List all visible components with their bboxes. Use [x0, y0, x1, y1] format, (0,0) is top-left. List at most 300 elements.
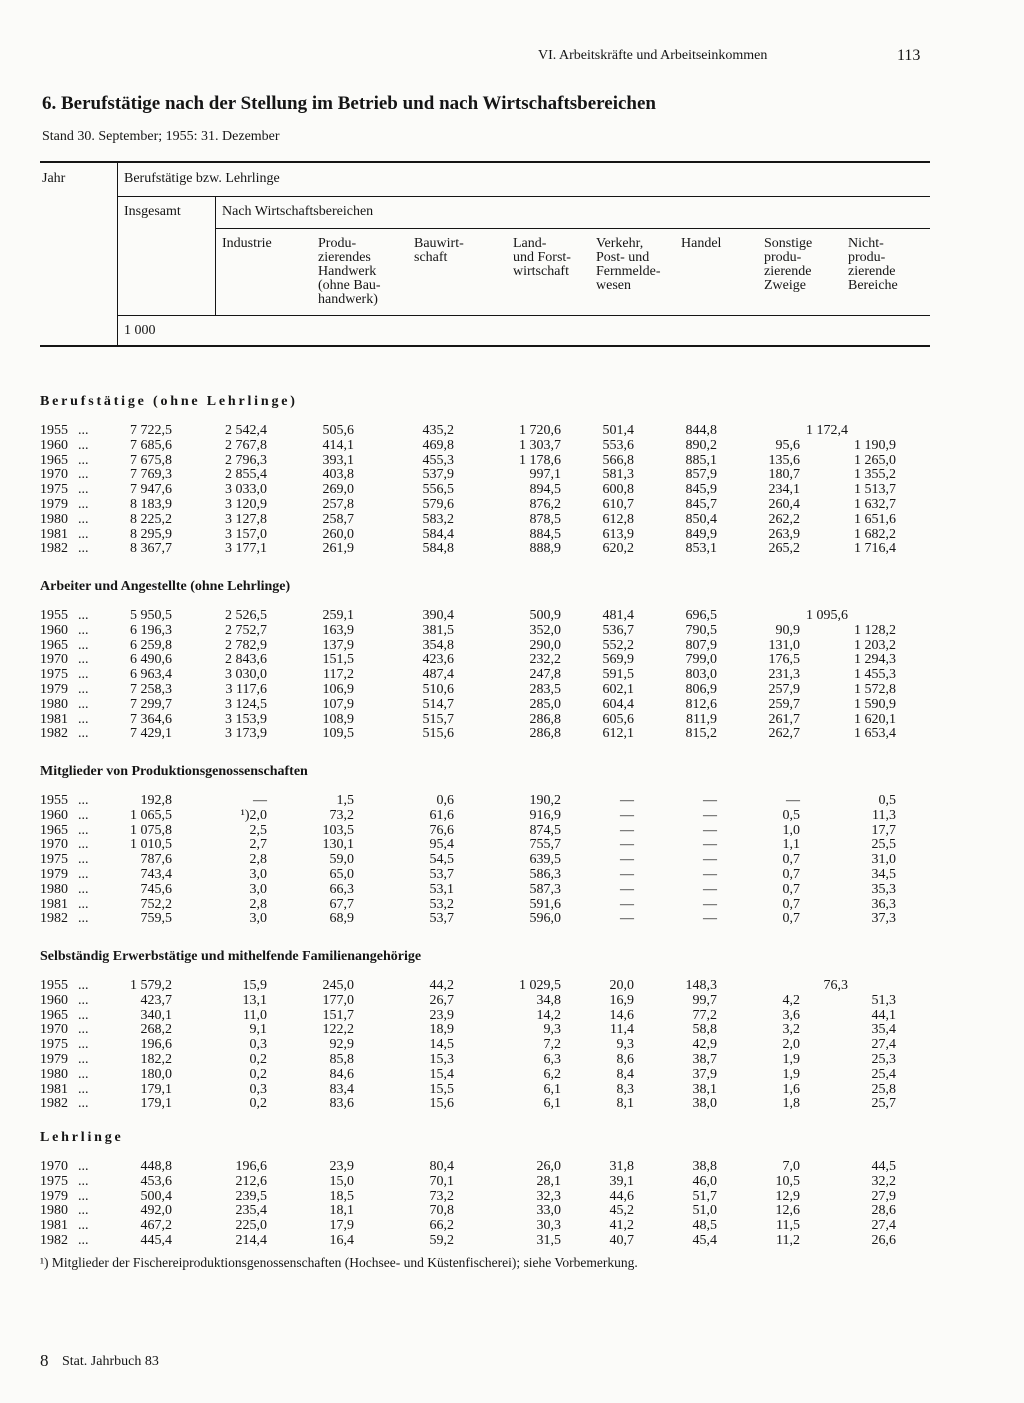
cell-year: 1975: [40, 667, 68, 683]
cell-year: 1970: [40, 1159, 68, 1174]
cell-year: 1955: [40, 793, 68, 808]
cell-insgesamt: 745,6: [140, 881, 172, 897]
cell-nicht-produzierende: 27,9: [871, 1188, 896, 1204]
cell-insgesamt: 192,8: [140, 793, 172, 808]
cell-bauwirtschaft: 455,3: [422, 452, 454, 468]
cell-sonstige: 0,5: [782, 807, 800, 823]
cell-nicht-produzierende: 51,3: [871, 992, 896, 1008]
cell-year: 1981: [40, 896, 68, 912]
cell-bauwirtschaft: 510,6: [422, 682, 454, 697]
cell-handel: 890,2: [685, 437, 717, 453]
cell-nicht-produzierende: 36,3: [871, 896, 896, 912]
cell-sonstige: 261,7: [768, 711, 800, 727]
cell-land-forst: 884,5: [529, 526, 561, 542]
cell-insgesamt: 8 295,9: [130, 526, 172, 542]
cell-handwerk: 117,2: [323, 667, 354, 683]
cell-nicht-produzierende: 44,1: [871, 1007, 896, 1023]
cell-nicht-produzierende: 27,4: [871, 1037, 896, 1053]
section-title: Berufstätige (ohne Lehrlinge): [40, 394, 298, 409]
cell-year: 1955: [40, 978, 68, 993]
cell-nicht-produzierende: 1 190,9: [854, 437, 896, 453]
page-number: 113: [897, 47, 921, 64]
cell-nicht-produzierende: 32,2: [871, 1173, 896, 1189]
cell-nicht-produzierende: 28,6: [871, 1203, 896, 1219]
cell-handel: —: [703, 793, 717, 808]
cell-year: 1965: [40, 452, 68, 468]
cell-insgesamt: 492,0: [140, 1203, 172, 1219]
cell-sonstige: 12,9: [775, 1188, 800, 1204]
cell-sonstige: 260,4: [768, 497, 800, 512]
cell-handwerk: 414,1: [322, 437, 354, 453]
cell-sonstige: 259,7: [768, 696, 800, 712]
cell-nicht-produzierende: 0,5: [878, 793, 896, 808]
cell-land-forst: 286,8: [529, 711, 561, 727]
cell-land-forst: 190,2: [529, 793, 561, 808]
cell-sonstige: 131,0: [768, 637, 800, 653]
cell-land-forst: 30,3: [536, 1218, 561, 1234]
cell-insgesamt: 448,8: [140, 1159, 172, 1174]
cell-sonstige-und-nicht-produzierende: 1 095,6: [806, 608, 848, 623]
cell-industrie: 2 843,6: [225, 652, 267, 668]
row-leader-dots: ...: [78, 896, 89, 912]
col-header-line: zierendes: [318, 250, 371, 265]
cell-verkehr: 31,8: [609, 1159, 634, 1174]
cell-year: 1955: [40, 423, 68, 438]
cell-year: 1981: [40, 1081, 68, 1097]
cell-verkehr: 501,4: [602, 423, 634, 438]
cell-verkehr: —: [620, 807, 634, 823]
table-row: [0, 468, 1024, 482]
col-header-nicht-produzierende: [848, 237, 898, 293]
cell-sonstige-und-nicht-produzierende: 76,3: [823, 978, 848, 993]
row-leader-dots: ...: [78, 1007, 89, 1023]
cell-bauwirtschaft: 15,4: [429, 1066, 454, 1082]
cell-verkehr: 45,2: [609, 1203, 634, 1219]
cell-handel: 815,2: [685, 726, 717, 742]
cell-year: 1965: [40, 637, 68, 653]
table-title: 6. Berufstätige nach der Stellung im Betrieb und nach Wirtschaftsbereichen: [42, 93, 656, 114]
cell-nicht-produzierende: 1 128,2: [854, 622, 896, 638]
col-header-land-forst: [513, 237, 571, 279]
cell-land-forst: 587,3: [529, 881, 561, 897]
cell-industrie: 2 767,8: [225, 437, 267, 453]
cell-insgesamt: 445,4: [140, 1233, 172, 1248]
cell-sonstige: 262,7: [768, 726, 800, 742]
cell-industrie: 2,8: [249, 896, 267, 912]
cell-industrie: 3 124,5: [225, 696, 267, 712]
cell-land-forst: 7,2: [543, 1037, 561, 1053]
cell-sonstige: 1,8: [782, 1096, 800, 1112]
row-leader-dots: ...: [78, 652, 89, 668]
cell-year: 1982: [40, 726, 68, 742]
cell-bauwirtschaft: 435,2: [422, 423, 454, 438]
cell-handwerk: 85,8: [329, 1052, 354, 1067]
cell-bauwirtschaft: 61,6: [429, 807, 454, 823]
cell-land-forst: 31,5: [536, 1233, 561, 1248]
cell-verkehr: 552,2: [602, 637, 634, 653]
cell-industrie: 0,3: [249, 1081, 267, 1097]
cell-land-forst: 1 303,7: [519, 437, 561, 453]
cell-nicht-produzierende: 1 682,2: [854, 526, 896, 542]
col-header-line: Bauwirt-: [414, 236, 464, 251]
cell-sonstige-und-nicht-produzierende: 1 172,4: [806, 423, 848, 438]
table-row: [0, 1023, 1024, 1037]
cell-insgesamt: 1 010,5: [130, 837, 172, 853]
cell-industrie: 196,6: [235, 1159, 267, 1174]
table-row: [0, 528, 1024, 542]
cell-handel: 853,1: [685, 541, 717, 557]
cell-insgesamt: 423,7: [140, 992, 172, 1008]
cell-bauwirtschaft: 469,8: [422, 437, 454, 453]
cell-land-forst: 6,3: [543, 1052, 561, 1067]
cell-year: 1980: [40, 1066, 68, 1082]
cell-bauwirtschaft: 70,8: [429, 1203, 454, 1219]
cell-industrie: 3 153,9: [225, 711, 267, 727]
cell-bauwirtschaft: 18,9: [429, 1022, 454, 1038]
cell-handwerk: 109,5: [322, 726, 354, 742]
cell-handwerk: 403,8: [322, 467, 354, 483]
cell-bauwirtschaft: 53,1: [429, 881, 454, 897]
cell-industrie: 9,1: [249, 1022, 267, 1038]
cell-nicht-produzierende: 1 590,9: [854, 696, 896, 712]
cell-verkehr: 600,8: [602, 482, 634, 498]
cell-insgesamt: 340,1: [140, 1007, 172, 1023]
cell-nicht-produzierende: 17,7: [871, 822, 896, 838]
cell-industrie: 2 752,7: [225, 622, 267, 638]
row-leader-dots: ...: [78, 511, 89, 527]
table-row: [0, 624, 1024, 638]
cell-verkehr: 44,6: [609, 1188, 634, 1204]
cell-handel: 844,8: [685, 423, 717, 438]
cell-sonstige: 0,7: [782, 852, 800, 868]
cell-insgesamt: 6 490,6: [130, 652, 172, 668]
cell-sonstige: 11,2: [776, 1233, 800, 1248]
cell-bauwirtschaft: 584,8: [422, 541, 454, 557]
cell-handwerk: 505,6: [322, 423, 354, 438]
cell-sonstige: 1,0: [782, 822, 800, 838]
cell-bauwirtschaft: 487,4: [422, 667, 454, 683]
cell-handel: —: [703, 911, 717, 927]
cell-year: 1979: [40, 497, 68, 512]
cell-bauwirtschaft: 80,4: [429, 1159, 454, 1174]
cell-year: 1979: [40, 867, 68, 882]
cell-verkehr: 610,7: [602, 497, 634, 512]
cell-verkehr: 11,4: [610, 1022, 634, 1038]
cell-sonstige: 3,2: [782, 1022, 800, 1038]
cell-industrie: 13,1: [242, 992, 267, 1008]
table-row: [0, 838, 1024, 852]
table-row: [0, 609, 1024, 623]
cell-nicht-produzierende: 25,5: [871, 837, 896, 853]
cell-year: 1970: [40, 467, 68, 483]
cell-insgesamt: 196,6: [140, 1037, 172, 1053]
cell-land-forst: 1 029,5: [519, 978, 561, 993]
cell-verkehr: 581,3: [602, 467, 634, 483]
cell-verkehr: 591,5: [602, 667, 634, 683]
cell-handwerk: 261,9: [322, 541, 354, 557]
cell-handwerk: 130,1: [322, 837, 354, 853]
cell-insgesamt: 1 065,5: [130, 807, 172, 823]
cell-insgesamt: 8 225,2: [130, 511, 172, 527]
cell-bauwirtschaft: 53,7: [429, 911, 454, 927]
cell-bauwirtschaft: 54,5: [429, 852, 454, 868]
col-header-line: Produ-: [318, 236, 357, 251]
cell-bauwirtschaft: 0,6: [436, 793, 454, 808]
cell-insgesamt: 1 075,8: [130, 822, 172, 838]
table-row: [0, 1190, 1024, 1204]
col-header-line: Zweige: [764, 278, 806, 293]
cell-verkehr: 8,1: [616, 1096, 634, 1112]
cell-industrie: 0,3: [249, 1037, 267, 1053]
col-header-line: handwerk): [318, 292, 378, 307]
table-row: [0, 483, 1024, 497]
cell-industrie: 3 177,1: [225, 541, 267, 557]
cell-verkehr: 41,2: [609, 1218, 634, 1234]
cell-handwerk: 16,4: [329, 1233, 354, 1248]
cell-insgesamt: 752,2: [140, 896, 172, 912]
cell-industrie: 2 526,5: [225, 608, 267, 623]
cell-nicht-produzierende: 44,5: [871, 1159, 896, 1174]
cell-insgesamt: 6 259,8: [130, 637, 172, 653]
cell-handel: 850,4: [685, 511, 717, 527]
table-row: [0, 1097, 1024, 1111]
cell-land-forst: 876,2: [529, 497, 561, 512]
cell-handel: 48,5: [692, 1218, 717, 1234]
cell-bauwirtschaft: 14,5: [429, 1037, 454, 1053]
header-vline-year: [117, 163, 118, 345]
cell-industrie: ¹)2,0: [240, 807, 267, 823]
cell-insgesamt: 7 364,6: [130, 711, 172, 727]
header-unit: 1 000: [124, 323, 156, 338]
cell-bauwirtschaft: 23,9: [429, 1007, 454, 1023]
row-leader-dots: ...: [78, 682, 89, 697]
cell-industrie: 235,4: [235, 1203, 267, 1219]
row-leader-dots: ...: [78, 526, 89, 542]
cell-insgesamt: 7 947,6: [130, 482, 172, 498]
row-leader-dots: ...: [78, 1159, 89, 1174]
cell-sonstige: 7,0: [782, 1159, 800, 1174]
table-row: [0, 1204, 1024, 1218]
cell-industrie: 3 033,0: [225, 482, 267, 498]
table-row: [0, 794, 1024, 808]
cell-verkehr: 8,6: [616, 1052, 634, 1067]
cell-nicht-produzierende: 34,5: [871, 867, 896, 882]
cell-year: 1982: [40, 1233, 68, 1248]
table-row: [0, 868, 1024, 882]
cell-insgesamt: 7 769,3: [130, 467, 172, 483]
cell-nicht-produzierende: 25,8: [871, 1081, 896, 1097]
cell-insgesamt: 743,4: [140, 867, 172, 882]
cell-handel: —: [703, 822, 717, 838]
cell-sonstige: 0,7: [782, 867, 800, 882]
cell-handwerk: 151,7: [322, 1007, 354, 1023]
row-leader-dots: ...: [78, 881, 89, 897]
cell-year: 1970: [40, 837, 68, 853]
section-title: Mitglieder von Produktionsgenossenschaften: [40, 764, 308, 779]
cell-verkehr: 604,4: [602, 696, 634, 712]
cell-verkehr: 612,1: [602, 726, 634, 742]
table-row: [0, 1009, 1024, 1023]
header-jahr: Jahr: [42, 171, 66, 186]
cell-verkehr: —: [620, 881, 634, 897]
cell-handel: —: [703, 881, 717, 897]
cell-handel: 845,9: [685, 482, 717, 498]
cell-handel: 803,0: [685, 667, 717, 683]
header-group: Berufstätige bzw. Lehrlinge: [124, 171, 280, 186]
table-row: [0, 439, 1024, 453]
cell-bauwirtschaft: 95,4: [429, 837, 454, 853]
row-leader-dots: ...: [78, 667, 89, 683]
row-leader-dots: ...: [78, 423, 89, 438]
cell-year: 1981: [40, 711, 68, 727]
cell-handel: —: [703, 852, 717, 868]
cell-year: 1960: [40, 622, 68, 638]
cell-sonstige: 180,7: [768, 467, 800, 483]
cell-land-forst: 9,3: [543, 1022, 561, 1038]
cell-bauwirtschaft: 537,9: [422, 467, 454, 483]
cell-year: 1982: [40, 1096, 68, 1112]
col-header-line: wirtschaft: [513, 264, 569, 279]
cell-bauwirtschaft: 514,7: [422, 696, 454, 712]
cell-industrie: 0,2: [249, 1066, 267, 1082]
table-row: [0, 898, 1024, 912]
row-leader-dots: ...: [78, 793, 89, 808]
cell-year: 1981: [40, 526, 68, 542]
col-header-line: Verkehr,: [596, 236, 644, 251]
col-header-line: Handwerk: [318, 264, 377, 279]
cell-insgesamt: 7 722,5: [130, 423, 172, 438]
footnote: ¹) Mitglieder der Fischereiproduktionsgenossenschaften (Hochsee- und Küstenfischerei); siehe Vorbemerkung.: [40, 1255, 638, 1270]
cell-handel: 812,6: [685, 696, 717, 712]
cell-verkehr: 8,3: [616, 1081, 634, 1097]
cell-sonstige: 1,9: [782, 1052, 800, 1067]
cell-nicht-produzierende: 1 513,7: [854, 482, 896, 498]
header-vline-total: [215, 197, 216, 315]
cell-nicht-produzierende: 1 294,3: [854, 652, 896, 668]
cell-industrie: 3,0: [249, 867, 267, 882]
row-leader-dots: ...: [78, 1203, 89, 1219]
cell-land-forst: 596,0: [529, 911, 561, 927]
cell-land-forst: 1 720,6: [519, 423, 561, 438]
cell-bauwirtschaft: 583,2: [422, 511, 454, 527]
cell-land-forst: 6,2: [543, 1066, 561, 1082]
cell-verkehr: 612,8: [602, 511, 634, 527]
cell-verkehr: 14,6: [609, 1007, 634, 1023]
cell-sonstige: 1,1: [782, 837, 800, 853]
col-header-sonstige: [764, 237, 812, 293]
cell-verkehr: —: [620, 896, 634, 912]
row-leader-dots: ...: [78, 1022, 89, 1038]
cell-bauwirtschaft: 70,1: [429, 1173, 454, 1189]
cell-handel: 38,8: [692, 1159, 717, 1174]
col-header-line: produ-: [848, 250, 886, 265]
cell-year: 1979: [40, 1188, 68, 1204]
cell-nicht-produzierende: 25,3: [871, 1052, 896, 1067]
table-row: [0, 498, 1024, 512]
cell-verkehr: 16,9: [609, 992, 634, 1008]
cell-bauwirtschaft: 44,2: [429, 978, 454, 993]
cell-nicht-produzierende: 31,0: [871, 852, 896, 868]
cell-handel: 790,5: [685, 622, 717, 638]
header-rule-unit: [118, 315, 930, 316]
cell-industrie: 3,0: [249, 881, 267, 897]
table-row: [0, 653, 1024, 667]
cell-handel: —: [703, 896, 717, 912]
cell-verkehr: —: [620, 837, 634, 853]
cell-handwerk: 68,9: [329, 911, 354, 927]
cell-land-forst: 874,5: [529, 822, 561, 838]
cell-sonstige: 234,1: [768, 482, 800, 498]
cell-industrie: 3,0: [249, 911, 267, 927]
cell-year: 1960: [40, 437, 68, 453]
col-header-verkehr: [596, 237, 661, 293]
cell-nicht-produzierende: 35,3: [871, 881, 896, 897]
table-row: [0, 1053, 1024, 1067]
row-leader-dots: ...: [78, 497, 89, 512]
cell-bauwirtschaft: 584,4: [422, 526, 454, 542]
row-leader-dots: ...: [78, 992, 89, 1008]
col-header-line: (ohne Bau-: [318, 278, 381, 293]
col-header-line: wesen: [596, 278, 631, 293]
cell-nicht-produzierende: 25,7: [871, 1096, 896, 1112]
cell-handel: 42,9: [692, 1037, 717, 1053]
cell-handel: 806,9: [685, 682, 717, 697]
cell-bauwirtschaft: 15,3: [429, 1052, 454, 1067]
cell-bauwirtschaft: 66,2: [429, 1218, 454, 1234]
cell-industrie: 3 127,8: [225, 511, 267, 527]
cell-handwerk: 258,7: [322, 511, 354, 527]
cell-industrie: 3 157,0: [225, 526, 267, 542]
cell-industrie: 0,2: [249, 1096, 267, 1112]
cell-handel: 885,1: [685, 452, 717, 468]
cell-bauwirtschaft: 76,6: [429, 822, 454, 838]
cell-industrie: 11,0: [243, 1007, 267, 1023]
cell-industrie: 2 855,4: [225, 467, 267, 483]
table-row: [0, 727, 1024, 741]
cell-industrie: 2 782,9: [225, 637, 267, 653]
cell-handwerk: 83,4: [329, 1081, 354, 1097]
col-header-line: produ-: [764, 250, 802, 265]
row-leader-dots: ...: [78, 452, 89, 468]
cell-handwerk: 66,3: [329, 881, 354, 897]
row-leader-dots: ...: [78, 911, 89, 927]
cell-sonstige: 135,6: [768, 452, 800, 468]
cell-sonstige: 3,6: [782, 1007, 800, 1023]
cell-verkehr: 620,2: [602, 541, 634, 557]
cell-handwerk: 67,7: [329, 896, 354, 912]
cell-land-forst: 352,0: [529, 622, 561, 638]
cell-land-forst: 285,0: [529, 696, 561, 712]
cell-sonstige: 262,2: [768, 511, 800, 527]
cell-handwerk: 163,9: [322, 622, 354, 638]
cell-nicht-produzierende: 25,4: [871, 1066, 896, 1082]
cell-insgesamt: 7 299,7: [130, 696, 172, 712]
row-leader-dots: ...: [78, 637, 89, 653]
cell-land-forst: 586,3: [529, 867, 561, 882]
row-leader-dots: ...: [78, 837, 89, 853]
cell-handel: 807,9: [685, 637, 717, 653]
cell-land-forst: 34,8: [536, 992, 561, 1008]
chapter-title: VI. Arbeitskräfte und Arbeitseinkommen: [538, 48, 768, 63]
row-leader-dots: ...: [78, 822, 89, 838]
cell-handwerk: 92,9: [329, 1037, 354, 1053]
row-leader-dots: ...: [78, 1081, 89, 1097]
cell-verkehr: 20,0: [609, 978, 634, 993]
cell-land-forst: 32,3: [536, 1188, 561, 1204]
row-leader-dots: ...: [78, 711, 89, 727]
cell-handel: 845,7: [685, 497, 717, 512]
cell-bauwirtschaft: 556,5: [422, 482, 454, 498]
